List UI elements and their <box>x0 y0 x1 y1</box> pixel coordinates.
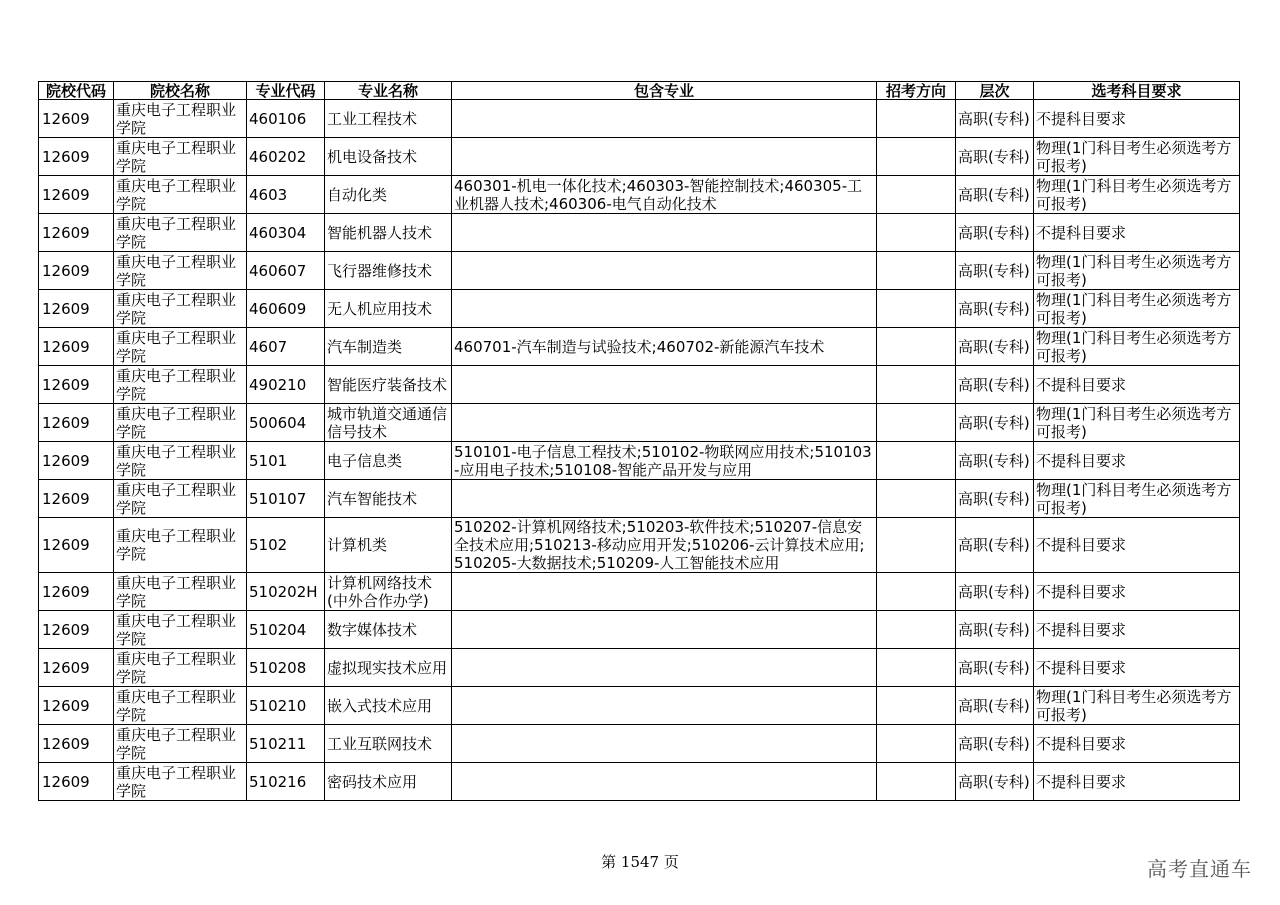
school-code-cell: 12609 <box>39 252 114 290</box>
included-majors-cell <box>452 366 877 404</box>
level-cell: 高职(专科) <box>956 404 1034 442</box>
direction-cell <box>877 176 956 214</box>
table-row <box>39 725 1240 763</box>
included-majors-cell: 510101-电子信息工程技术;510102-物联网应用技术;510103-应用电子技术;510108-智能产品开发与应用 <box>452 442 877 480</box>
school-name-cell: 重庆电子工程职业学院 <box>114 573 247 611</box>
table-row <box>39 573 1240 611</box>
header-included-majors: 包含专业 <box>452 82 877 100</box>
major-name-cell: 数字媒体技术 <box>325 611 452 649</box>
direction-cell <box>877 366 956 404</box>
direction-cell <box>877 100 956 138</box>
requirement-cell: 不提科目要求 <box>1034 725 1240 763</box>
table-row <box>39 214 1240 252</box>
school-code-cell: 12609 <box>39 176 114 214</box>
major-name-cell: 城市轨道交通通信信号技术 <box>325 404 452 442</box>
major-code-cell: 510208 <box>247 649 325 687</box>
table-row <box>39 518 1240 573</box>
school-code-cell: 12609 <box>39 366 114 404</box>
school-name-cell: 重庆电子工程职业学院 <box>114 290 247 328</box>
direction-cell <box>877 611 956 649</box>
header-major-name: 专业名称 <box>325 82 452 100</box>
direction-cell <box>877 290 956 328</box>
major-name-cell: 无人机应用技术 <box>325 290 452 328</box>
table-row <box>39 138 1240 176</box>
level-cell: 高职(专科) <box>956 725 1034 763</box>
included-majors-cell: 460301-机电一体化技术;460303-智能控制技术;460305-工业机器人技术;460306-电气自动化技术 <box>452 176 877 214</box>
school-name-cell: 重庆电子工程职业学院 <box>114 480 247 518</box>
school-code-cell: 12609 <box>39 725 114 763</box>
major-code-cell: 460106 <box>247 100 325 138</box>
school-code-cell: 12609 <box>39 442 114 480</box>
requirement-cell: 物理(1门科目考生必须选考方可报考) <box>1034 290 1240 328</box>
school-name-cell: 重庆电子工程职业学院 <box>114 100 247 138</box>
direction-cell <box>877 328 956 366</box>
requirement-cell: 物理(1门科目考生必须选考方可报考) <box>1034 252 1240 290</box>
table-body <box>39 100 1240 801</box>
major-code-cell: 500604 <box>247 404 325 442</box>
included-majors-cell: 510202-计算机网络技术;510203-软件技术;510207-信息安全技术应用;510213-移动应用开发;510206-云计算技术应用;510205-大数据技术;510209-人工智能技术应用 <box>452 518 877 573</box>
major-code-cell: 460609 <box>247 290 325 328</box>
table-row <box>39 404 1240 442</box>
header-row <box>39 82 1240 100</box>
school-name-cell: 重庆电子工程职业学院 <box>114 649 247 687</box>
table-row <box>39 252 1240 290</box>
school-name-cell: 重庆电子工程职业学院 <box>114 763 247 801</box>
requirement-cell: 不提科目要求 <box>1034 366 1240 404</box>
requirement-cell: 不提科目要求 <box>1034 518 1240 573</box>
included-majors-cell <box>452 404 877 442</box>
school-name-cell: 重庆电子工程职业学院 <box>114 138 247 176</box>
direction-cell <box>877 442 956 480</box>
level-cell: 高职(专科) <box>956 176 1034 214</box>
school-code-cell: 12609 <box>39 649 114 687</box>
header-level: 层次 <box>956 82 1034 100</box>
major-name-cell: 智能机器人技术 <box>325 214 452 252</box>
level-cell: 高职(专科) <box>956 649 1034 687</box>
direction-cell <box>877 214 956 252</box>
included-majors-cell <box>452 480 877 518</box>
school-name-cell: 重庆电子工程职业学院 <box>114 442 247 480</box>
school-code-cell: 12609 <box>39 480 114 518</box>
included-majors-cell <box>452 763 877 801</box>
requirement-cell: 不提科目要求 <box>1034 611 1240 649</box>
table-row <box>39 366 1240 404</box>
direction-cell <box>877 649 956 687</box>
included-majors-cell <box>452 138 877 176</box>
major-name-cell: 自动化类 <box>325 176 452 214</box>
school-code-cell: 12609 <box>39 214 114 252</box>
requirement-cell: 不提科目要求 <box>1034 214 1240 252</box>
table-row <box>39 100 1240 138</box>
major-code-cell: 510204 <box>247 611 325 649</box>
major-name-cell: 工业互联网技术 <box>325 725 452 763</box>
major-name-cell: 电子信息类 <box>325 442 452 480</box>
requirement-cell: 不提科目要求 <box>1034 100 1240 138</box>
major-code-cell: 5102 <box>247 518 325 573</box>
major-name-cell: 汽车智能技术 <box>325 480 452 518</box>
school-name-cell: 重庆电子工程职业学院 <box>114 611 247 649</box>
table-row <box>39 480 1240 518</box>
header-direction: 招考方向 <box>877 82 956 100</box>
school-code-cell: 12609 <box>39 404 114 442</box>
school-code-cell: 12609 <box>39 611 114 649</box>
included-majors-cell <box>452 290 877 328</box>
table-row <box>39 649 1240 687</box>
included-majors-cell <box>452 687 877 725</box>
requirement-cell: 物理(1门科目考生必须选考方可报考) <box>1034 480 1240 518</box>
level-cell: 高职(专科) <box>956 290 1034 328</box>
included-majors-cell <box>452 725 877 763</box>
included-majors-cell <box>452 573 877 611</box>
direction-cell <box>877 687 956 725</box>
major-code-cell: 510107 <box>247 480 325 518</box>
direction-cell <box>877 763 956 801</box>
table-row <box>39 290 1240 328</box>
direction-cell <box>877 138 956 176</box>
major-name-cell: 虚拟现实技术应用 <box>325 649 452 687</box>
requirement-cell: 不提科目要求 <box>1034 649 1240 687</box>
direction-cell <box>877 725 956 763</box>
header-requirement: 选考科目要求 <box>1034 82 1240 100</box>
level-cell: 高职(专科) <box>956 480 1034 518</box>
major-name-cell: 密码技术应用 <box>325 763 452 801</box>
school-name-cell: 重庆电子工程职业学院 <box>114 366 247 404</box>
table-row <box>39 763 1240 801</box>
table-row <box>39 611 1240 649</box>
major-code-cell: 510216 <box>247 763 325 801</box>
school-name-cell: 重庆电子工程职业学院 <box>114 725 247 763</box>
level-cell: 高职(专科) <box>956 687 1034 725</box>
table-row <box>39 687 1240 725</box>
level-cell: 高职(专科) <box>956 214 1034 252</box>
level-cell: 高职(专科) <box>956 100 1034 138</box>
major-code-cell: 510202H <box>247 573 325 611</box>
major-name-cell: 计算机类 <box>325 518 452 573</box>
major-code-cell: 510211 <box>247 725 325 763</box>
level-cell: 高职(专科) <box>956 518 1034 573</box>
included-majors-cell <box>452 214 877 252</box>
requirement-cell: 不提科目要求 <box>1034 573 1240 611</box>
major-code-cell: 460202 <box>247 138 325 176</box>
major-code-cell: 490210 <box>247 366 325 404</box>
watermark-logo: 高考直通车 <box>1147 857 1252 881</box>
requirement-cell: 不提科目要求 <box>1034 442 1240 480</box>
requirement-cell: 不提科目要求 <box>1034 763 1240 801</box>
school-name-cell: 重庆电子工程职业学院 <box>114 518 247 573</box>
included-majors-cell <box>452 100 877 138</box>
school-name-cell: 重庆电子工程职业学院 <box>114 328 247 366</box>
major-code-cell: 510210 <box>247 687 325 725</box>
school-code-cell: 12609 <box>39 100 114 138</box>
school-name-cell: 重庆电子工程职业学院 <box>114 252 247 290</box>
admissions-table <box>38 81 1240 801</box>
direction-cell <box>877 404 956 442</box>
school-code-cell: 12609 <box>39 573 114 611</box>
major-name-cell: 智能医疗装备技术 <box>325 366 452 404</box>
table-row <box>39 328 1240 366</box>
school-code-cell: 12609 <box>39 763 114 801</box>
included-majors-cell: 460701-汽车制造与试验技术;460702-新能源汽车技术 <box>452 328 877 366</box>
included-majors-cell <box>452 252 877 290</box>
major-code-cell: 460304 <box>247 214 325 252</box>
school-code-cell: 12609 <box>39 138 114 176</box>
major-name-cell: 汽车制造类 <box>325 328 452 366</box>
included-majors-cell <box>452 611 877 649</box>
major-name-cell: 嵌入式技术应用 <box>325 687 452 725</box>
level-cell: 高职(专科) <box>956 252 1034 290</box>
school-code-cell: 12609 <box>39 518 114 573</box>
requirement-cell: 物理(1门科目考生必须选考方可报考) <box>1034 138 1240 176</box>
header-school-code: 院校代码 <box>39 82 114 100</box>
level-cell: 高职(专科) <box>956 611 1034 649</box>
level-cell: 高职(专科) <box>956 763 1034 801</box>
requirement-cell: 物理(1门科目考生必须选考方可报考) <box>1034 176 1240 214</box>
header-major-code: 专业代码 <box>247 82 325 100</box>
included-majors-cell <box>452 649 877 687</box>
school-name-cell: 重庆电子工程职业学院 <box>114 214 247 252</box>
school-code-cell: 12609 <box>39 687 114 725</box>
table-row <box>39 176 1240 214</box>
major-name-cell: 飞行器维修技术 <box>325 252 452 290</box>
level-cell: 高职(专科) <box>956 328 1034 366</box>
school-code-cell: 12609 <box>39 328 114 366</box>
school-name-cell: 重庆电子工程职业学院 <box>114 404 247 442</box>
header-school-name: 院校名称 <box>114 82 247 100</box>
requirement-cell: 物理(1门科目考生必须选考方可报考) <box>1034 328 1240 366</box>
direction-cell <box>877 573 956 611</box>
level-cell: 高职(专科) <box>956 573 1034 611</box>
major-code-cell: 4607 <box>247 328 325 366</box>
level-cell: 高职(专科) <box>956 442 1034 480</box>
direction-cell <box>877 480 956 518</box>
major-name-cell: 机电设备技术 <box>325 138 452 176</box>
level-cell: 高职(专科) <box>956 138 1034 176</box>
major-code-cell: 460607 <box>247 252 325 290</box>
requirement-cell: 物理(1门科目考生必须选考方可报考) <box>1034 687 1240 725</box>
school-code-cell: 12609 <box>39 290 114 328</box>
requirement-cell: 物理(1门科目考生必须选考方可报考) <box>1034 404 1240 442</box>
school-name-cell: 重庆电子工程职业学院 <box>114 687 247 725</box>
direction-cell <box>877 252 956 290</box>
direction-cell <box>877 518 956 573</box>
major-name-cell: 工业工程技术 <box>325 100 452 138</box>
table-row <box>39 442 1240 480</box>
major-code-cell: 4603 <box>247 176 325 214</box>
level-cell: 高职(专科) <box>956 366 1034 404</box>
major-code-cell: 5101 <box>247 442 325 480</box>
page-number: 第 1547 页 <box>601 853 679 871</box>
school-name-cell: 重庆电子工程职业学院 <box>114 176 247 214</box>
major-name-cell: 计算机网络技术(中外合作办学) <box>325 573 452 611</box>
